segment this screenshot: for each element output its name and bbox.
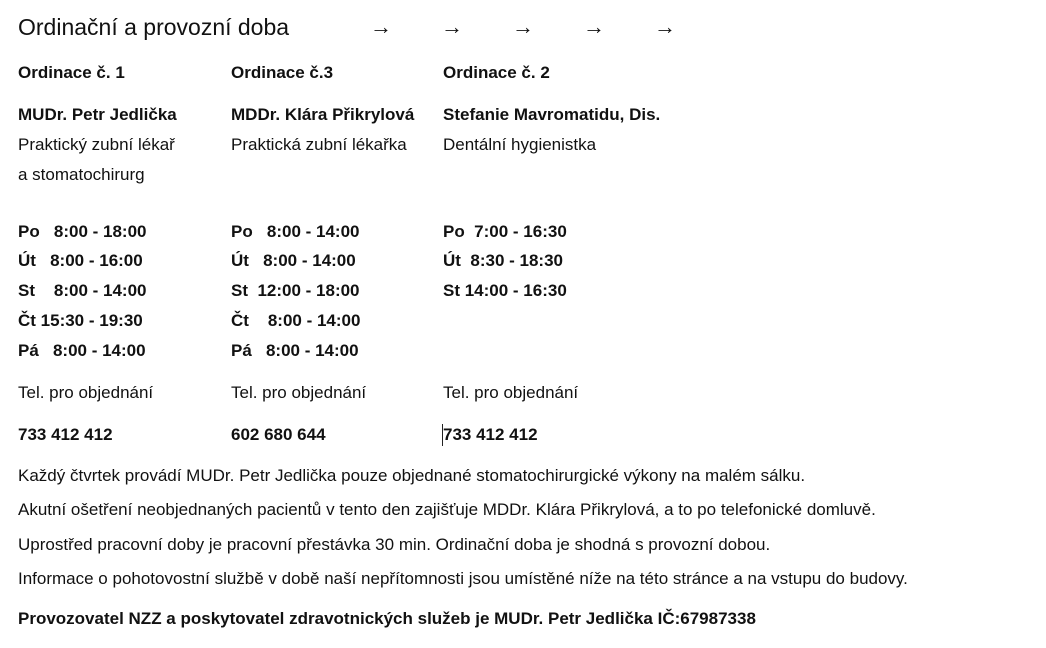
right-arrow-icon: → xyxy=(512,14,534,39)
hours-wednesday: St 14:00 - 16:30 xyxy=(443,281,567,300)
doctor-role: Praktická zubní lékařka xyxy=(231,135,407,154)
note-line-3: Uprostřed pracovní doby je pracovní přestávka 30 min. Ordinační doba je shodná s provozní dobou. xyxy=(18,535,771,554)
note-line-4: Informace o pohotovostní službě v době naší nepřítomnosti jsou umístěné níže na této stránce a na vstupu do budovy. xyxy=(18,569,908,588)
office-name: Ordinace č. 2 xyxy=(443,63,550,82)
right-arrow-icon: → xyxy=(654,14,676,39)
hours-monday: Po 8:00 - 14:00 xyxy=(231,222,360,241)
phone-number: 602 680 644 xyxy=(231,425,326,444)
hours-tuesday: Út 8:00 - 16:00 xyxy=(18,251,143,270)
doctor-role: Dentální hygienistka xyxy=(443,135,597,154)
office-name: Ordinace č.3 xyxy=(231,63,334,82)
hours-thursday: Čt 15:30 - 19:30 xyxy=(18,311,143,330)
hours-friday: Pá 8:00 - 14:00 xyxy=(18,341,146,360)
doctor-name: MDDr. Klára Přikrylová xyxy=(231,105,415,124)
phone-number: 733 412 412 xyxy=(443,425,538,444)
note-line-2: Akutní ošetření neobjednaných pacientů v tento den zajišťuje MDDr. Klára Přikrylová, a to po telefonické domluvě. xyxy=(18,500,876,519)
note-line-1: Každý čtvrtek provádí MUDr. Petr Jedlička pouze objednané stomatochirurgické výkony na malém sálku. xyxy=(18,466,806,485)
right-arrow-icon: → xyxy=(441,14,463,39)
hours-tuesday: Út 8:00 - 14:00 xyxy=(231,251,356,270)
doctor-name: MUDr. Petr Jedlička xyxy=(18,105,177,124)
hours-monday: Po 7:00 - 16:30 xyxy=(443,222,567,241)
operator-footer: Provozovatel NZZ a poskytovatel zdravotnických služeb je MUDr. Petr Jedlička IČ:67987338 xyxy=(18,609,756,628)
office-name: Ordinace č. 1 xyxy=(18,63,125,82)
hours-wednesday: St 12:00 - 18:00 xyxy=(231,281,360,300)
page-title: Ordinační a provozní doba xyxy=(18,13,290,40)
phone-label: Tel. pro objednání xyxy=(443,383,579,402)
text-cursor xyxy=(442,424,443,446)
hours-wednesday: St 8:00 - 14:00 xyxy=(18,281,147,300)
hours-tuesday: Út 8:30 - 18:30 xyxy=(443,251,563,270)
hours-monday: Po 8:00 - 18:00 xyxy=(18,222,147,241)
phone-label: Tel. pro objednání xyxy=(231,383,367,402)
phone-label: Tel. pro objednání xyxy=(18,383,154,402)
doctor-name: Stefanie Mavromatidu, Dis. xyxy=(443,105,661,124)
right-arrow-icon: → xyxy=(370,14,392,39)
page-title-row xyxy=(18,10,289,44)
hours-friday: Pá 8:00 - 14:00 xyxy=(231,341,359,360)
hours-thursday: Čt 8:00 - 14:00 xyxy=(231,311,361,330)
right-arrow-icon: → xyxy=(583,14,605,39)
arrow-row xyxy=(370,12,725,42)
doctor-role-line2: a stomatochirurg xyxy=(18,165,145,184)
doctor-role: Praktický zubní lékař xyxy=(18,135,175,154)
phone-number: 733 412 412 xyxy=(18,425,113,444)
